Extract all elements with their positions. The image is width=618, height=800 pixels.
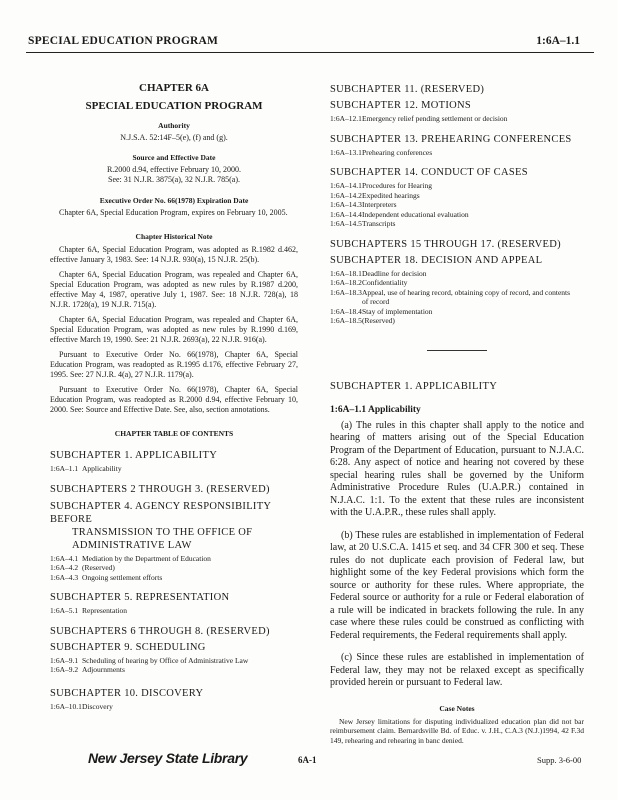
toc-section[interactable] xyxy=(330,316,584,326)
executive-order-text: Chapter 6A, Special Education Program, expires on February 10, 2005. xyxy=(59,208,288,217)
historical-note-2: Chapter 6A, Special Education Program, was repealed and Chapter 6A, Special Education Program, was adopted as new rules by R.1987 d.200, effective May 4, 1987, operative July 1, 1987. See: 18 N.J.R. 728(a), 18 N.J.R. 1728(a), 19 N.J.R. 715(a). xyxy=(50,270,298,309)
section-title: Representation xyxy=(82,606,127,615)
section-number: 1:6A–18.4 xyxy=(330,306,362,316)
toc-section[interactable] xyxy=(330,148,584,158)
supplement-date: Supp. 3-6-00 xyxy=(537,755,582,765)
toc-subchapter-11[interactable]: SUBCHAPTER 11. (RESERVED) xyxy=(330,84,485,95)
section-number: 1:6A–14.1 xyxy=(330,181,362,190)
toc-subchapter-13[interactable]: SUBCHAPTER 13. PREHEARING CONFERENCES xyxy=(330,133,572,145)
toc-section[interactable] xyxy=(50,563,298,573)
section-title: Ongoing settlement efforts xyxy=(82,572,163,582)
source-line-2: See: 31 N.J.R. 3875(a), 32 N.J.R. 785(a). xyxy=(108,175,240,184)
toc-section[interactable] xyxy=(330,200,584,210)
section-number: 1:6A–10.1 xyxy=(50,701,82,711)
section-number: 1:6A–13.1 xyxy=(330,147,362,157)
case-notes-text: New Jersey limitations for disputing individualized education plan did not bar reimbursement claim. Bernardsville Bd. of Educ. v. J.H., C.A.3 (N.J.)1994, 42 F.3d 149, rehearing and rehearing in banc denied. xyxy=(330,716,584,745)
case-notes-heading: Case Notes xyxy=(439,703,475,713)
chapter-title: SPECIAL EDUCATION PROGRAM xyxy=(85,100,263,112)
source-line-1: R.2000 d.94, effective February 10, 2000. xyxy=(106,165,242,174)
section-title: (Reserved) xyxy=(362,316,395,325)
section-number: 1:6A–18.2 xyxy=(330,278,362,287)
toc-subchapter-10[interactable]: SUBCHAPTER 10. DISCOVERY xyxy=(50,687,204,699)
section-number: 1:6A–9.2 xyxy=(50,665,79,674)
section-title: Mediation by the Department of Education xyxy=(82,553,211,563)
section-number: 1:6A–14.4 xyxy=(330,209,362,219)
historical-note-5: Pursuant to Executive Order No. 66(1978), Chapter 6A, Special Education Program, was readopted as R.2000 d.94, effective February 10, 2000. See: Source and Effective Date. See, also, section annotations. xyxy=(50,385,298,414)
toc-subchapter-4-line-3: ADMINISTRATIVE LAW xyxy=(72,539,192,551)
section-number: 1:6A–4.1 xyxy=(50,553,79,563)
section-number: 1:6A–18.1 xyxy=(330,268,362,278)
source-heading: Source and Effective Date xyxy=(132,153,216,162)
section-number: 1:6A–14.3 xyxy=(330,200,362,209)
toc-subchapter-12[interactable]: SUBCHAPTER 12. MOTIONS xyxy=(330,100,472,111)
section-title: Stay of implementation xyxy=(362,306,433,316)
toc-section[interactable] xyxy=(330,210,584,220)
toc-section[interactable] xyxy=(330,191,584,201)
section-number: 1:6A–5.1 xyxy=(50,606,79,615)
toc-subchapter-1[interactable]: SUBCHAPTER 1. APPLICABILITY xyxy=(50,450,218,461)
toc-section[interactable] xyxy=(50,554,298,564)
section-title: Emergency relief pending settlement or decision xyxy=(362,114,508,123)
section-title: Deadline for decision xyxy=(362,268,427,278)
toc-subchapter-6-8[interactable]: SUBCHAPTERS 6 THROUGH 8. (RESERVED) xyxy=(50,625,270,637)
toc-subchapter-15-17[interactable]: SUBCHAPTERS 15 THROUGH 17. (RESERVED) xyxy=(330,238,561,250)
toc-section[interactable] xyxy=(50,606,298,616)
paragraph-a: (a) The rules in this chapter shall apply to the notice and hearing of matters arising out of the Special Education Program of the Department of Education, pursuant to N.J.A.C. 6:28. Any aspect of notice and hearing not covered by these special hearing rules shall be governed by the Uniform Administrative Procedure Rules (U.A.P.R.) contained in N.J.A.C. 1:1. To the extent that these rules are inconsistent with the U.A.P.R., these rules shall apply. xyxy=(330,419,584,518)
section-title: Applicability xyxy=(82,464,122,473)
page-number: 6A-1 xyxy=(298,755,317,765)
section-title: Appeal, use of hearing record, obtaining copy of record, and contents of record xyxy=(362,287,571,306)
toc-section[interactable] xyxy=(330,269,584,279)
table-of-contents-heading: CHAPTER TABLE OF CONTENTS xyxy=(114,429,234,438)
section-title: Independent educational evaluation xyxy=(362,209,469,219)
section-number: 1:6A–18.5 xyxy=(330,316,362,325)
toc-section[interactable] xyxy=(50,665,298,675)
section-number: 1:6A–4.2 xyxy=(50,563,79,572)
paragraph-b: (b) These rules are established in implementation of Federal law, at 20 U.S.C.A. 1415 et seq. and 34 CFR 300 et seq. These rules do not duplicate each provision of Federal law, but highlight some of the key Federal provisions which form the source or authority for these rules. Where appropriate, the Federal source or authority for a rule or Federal elaboration of a rule will be indicated in brackets following the rule. In any case where these rules could be construed as conflicting with Federal requirements, the Federal requirements shall apply. xyxy=(330,529,584,641)
section-title: Interpreters xyxy=(362,200,397,209)
header-rule xyxy=(26,52,594,53)
toc-section[interactable] xyxy=(330,219,584,229)
section-title: (Reserved) xyxy=(82,563,115,572)
section-number: 1:6A–12.1 xyxy=(330,114,362,123)
body-section-heading: 1:6A–1.1 Applicability xyxy=(330,404,421,415)
section-number: 1:6A–18.3 xyxy=(330,287,362,297)
executive-order-heading: Executive Order No. 66(1978) Expiration Date xyxy=(99,196,249,205)
left-column xyxy=(50,83,298,711)
toc-subchapter-9[interactable]: SUBCHAPTER 9. SCHEDULING xyxy=(50,641,206,653)
section-title: Prehearing conferences xyxy=(362,147,433,157)
chapter-number: CHAPTER 6A xyxy=(139,82,209,94)
section-title: Confidentiality xyxy=(362,278,408,287)
right-column xyxy=(330,83,584,745)
section-title: Scheduling of hearing by Office of Administrative Law xyxy=(82,655,249,665)
toc-subchapter-18[interactable]: SUBCHAPTER 18. DECISION AND APPEAL xyxy=(330,254,543,266)
authority-heading: Authority xyxy=(158,121,190,130)
toc-section[interactable] xyxy=(330,307,584,317)
toc-section[interactable] xyxy=(330,278,584,288)
toc-section[interactable] xyxy=(50,464,298,474)
library-stamp: New Jersey State Library xyxy=(88,750,248,766)
toc-subchapter-4-line-2: TRANSMISSION TO THE OFFICE OF xyxy=(72,526,253,538)
historical-note-heading: Chapter Historical Note xyxy=(135,232,213,241)
section-title: Expedited hearings xyxy=(362,190,420,200)
paragraph-c: (c) Since these rules are established in implementation of Federal law, they may not be relaxed except as specifically provided herein or pursuant to Federal law. xyxy=(330,652,584,688)
section-title: Adjournments xyxy=(82,665,125,674)
toc-section[interactable] xyxy=(50,573,298,583)
section-number: 1:6A–4.3 xyxy=(50,572,79,582)
historical-note-3: Chapter 6A, Special Education Program, was repealed and Chapter 6A, Special Education Program, was adopted as new rules by R.1990 d.169, effective March 19, 1990. See: 21 N.J.R. 2693(a), 22 N.J.R. 916(a). xyxy=(50,315,298,344)
historical-note-1: Chapter 6A, Special Education Program, was adopted as R.1982 d.462, effective January 3, 1983. See: 14 N.J.R. 930(a), 15 N.J.R. 25(b). xyxy=(50,245,298,264)
section-title: Transcripts xyxy=(362,219,396,228)
toc-section[interactable] xyxy=(330,114,584,124)
toc-section[interactable] xyxy=(330,181,584,191)
section-number: 1:6A–14.2 xyxy=(330,190,362,200)
toc-subchapter-14[interactable]: SUBCHAPTER 14. CONDUCT OF CASES xyxy=(330,167,528,178)
toc-subchapter-4-line-1: SUBCHAPTER 4. AGENCY RESPONSIBILITY BEFORE xyxy=(50,500,271,525)
section-number: 1:6A–1.1 xyxy=(50,464,79,473)
body-subchapter-heading: SUBCHAPTER 1. APPLICABILITY xyxy=(330,380,498,392)
toc-subchapter-2-3[interactable]: SUBCHAPTERS 2 THROUGH 3. (RESERVED) xyxy=(50,483,270,495)
running-header-section: 1:6A–1.1 xyxy=(536,35,580,47)
authority-text: N.J.S.A. 52:14F–5(e), (f) and (g). xyxy=(120,133,228,142)
toc-section[interactable] xyxy=(50,656,298,666)
toc-section[interactable] xyxy=(330,288,584,307)
section-number: 1:6A–14.5 xyxy=(330,219,362,228)
section-number: 1:6A–9.1 xyxy=(50,655,79,665)
toc-subchapter-4[interactable] xyxy=(50,500,298,552)
section-title: Procedures for Hearing xyxy=(362,181,432,190)
running-header-title: SPECIAL EDUCATION PROGRAM xyxy=(28,35,219,47)
toc-subchapter-5[interactable]: SUBCHAPTER 5. REPRESENTATION xyxy=(50,592,230,603)
toc-section[interactable] xyxy=(50,702,298,712)
section-divider xyxy=(427,350,487,351)
section-title: Discovery xyxy=(82,701,113,711)
historical-note-4: Pursuant to Executive Order No. 66(1978), Chapter 6A, Special Education Program, was readopted as R.1995 d.176, effective February 27, 1995. See: 27 N.J.R. 4(a), 27 N.J.R. 1179(a). xyxy=(50,350,298,379)
